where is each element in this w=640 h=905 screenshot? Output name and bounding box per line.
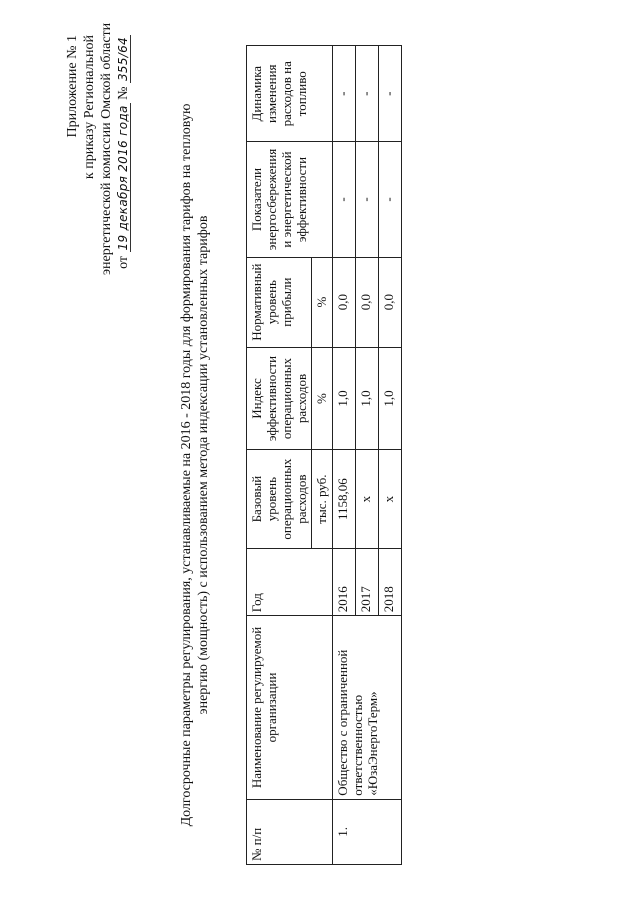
idx-cell: 1,0 (333, 347, 356, 450)
title-line-2: энергию (мощность) с использованием метода индексации установленных тарифов (196, 215, 211, 715)
document-title (178, 65, 212, 865)
dyn-cell: - (356, 46, 379, 142)
year-cell: 2017 (356, 548, 379, 615)
energy-cell: - (333, 142, 356, 257)
base-cell: х (356, 450, 379, 548)
header-num: № п/п (247, 799, 333, 864)
appendix-line-3: энергетической комиссии Омской области (99, 22, 114, 275)
base-cell: 1158,06 (333, 450, 356, 548)
norm-cell: 0,0 (356, 257, 379, 347)
dyn-cell: - (379, 46, 402, 142)
header-year: Год (247, 548, 333, 615)
dyn-cell: - (333, 46, 356, 142)
header-idx: Индекс эффективности операционных расходов (247, 347, 312, 450)
from-prefix: от (116, 255, 131, 269)
norm-cell: 0,0 (333, 257, 356, 347)
header-dyn: Динамика изменения расходов на топливо (247, 46, 333, 142)
norm-cell: 0,0 (379, 257, 402, 347)
header-energy: Показатели энергосбережения и энергетической эффективности (247, 142, 333, 257)
energy-cell: - (356, 142, 379, 257)
row-number: 1. (333, 799, 402, 864)
handwritten-date: 19 декабря 2016 года (116, 105, 130, 251)
handwritten-number: 355/64 (116, 37, 130, 82)
table-row (333, 46, 356, 865)
appendix-line-2: к приказу Региональной (82, 35, 97, 180)
unit-base: тыс. руб. (312, 450, 333, 548)
appendix-line-1: Приложение № 1 (65, 35, 80, 138)
header-base: Базовый уровень операционных расходов (247, 450, 312, 548)
unit-idx: % (312, 347, 333, 450)
appendix-date-line (115, 35, 132, 275)
unit-norm: % (312, 257, 333, 347)
year-cell: 2016 (333, 548, 356, 615)
energy-cell: - (379, 142, 402, 257)
base-cell: х (379, 450, 402, 548)
header-norm: Нормативный уровень прибыли (247, 257, 312, 347)
idx-cell: 1,0 (379, 347, 402, 450)
parameters-table (246, 45, 402, 865)
header-row (247, 46, 312, 865)
appendix-header (64, 22, 132, 275)
title-line-1: Долгосрочные параметры регулирования, устанавливаемые на 2016 - 2018 годы для формирования тарифов на тепловую (179, 103, 194, 827)
year-cell: 2018 (379, 548, 402, 615)
number-prefix: № (116, 86, 131, 100)
header-org: Наименование регулируемой организации (247, 616, 333, 799)
organization-name: Общество с ограниченной ответственностью «ЮзаЭнергоТерм» (333, 616, 402, 799)
idx-cell: 1,0 (356, 347, 379, 450)
